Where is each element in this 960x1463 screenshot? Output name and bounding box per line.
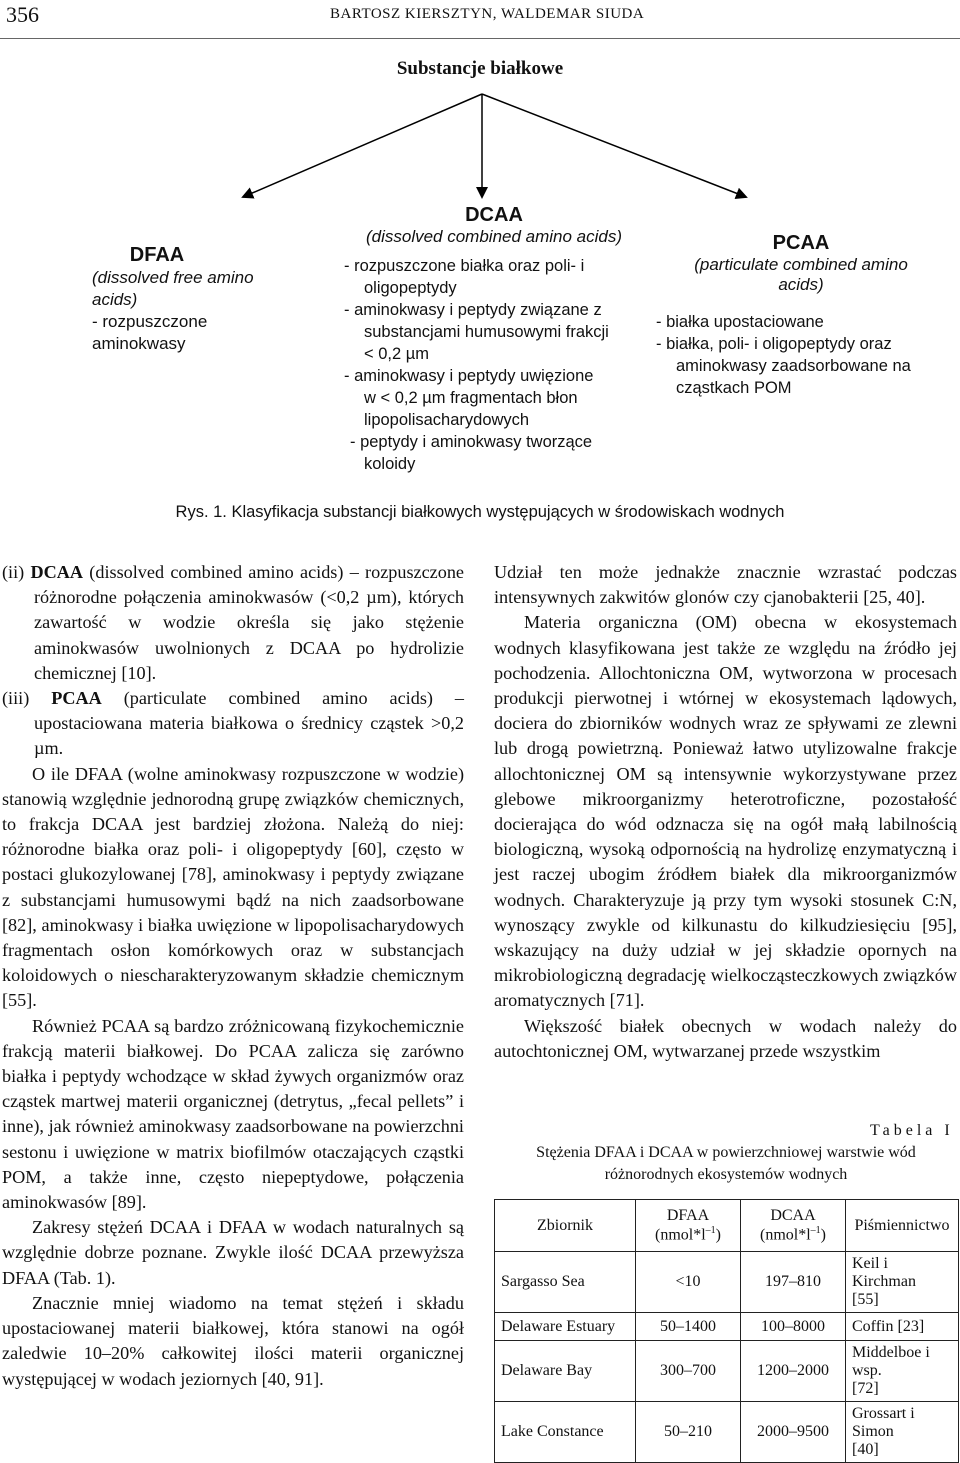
header-dcaa-unit-exp: –1 <box>810 1224 821 1236</box>
table-row <box>495 1313 959 1341</box>
table-row <box>495 1341 959 1402</box>
paragraph-organic-matter: Materia organiczna (OM) obecna w ekosystemach wodnych klasyfikowana jest także ze względu na źródło jej pochodzenia. Allochtoniczna OM, wytworzona w procesach produkcji pierwotnej i wtórnej w ekosystemach lądowych, dociera do zbiorników wodnych wraz ze spływami ze zlewni lub drogą powietrzną. Ponieważ łatwo utylizowalne frakcje allochtonicznej OM są intensywnie wykorzystywane przez glebowe mikroorganizmy heterotroficzne, pozostałość docierająca do wód odznacza się na ogół małą labilnością biologiczną, wysoką odpornością na hydrolizę enzymatyczną i jest raczej ubogim źródłem białek dla mikroorganizmów wodnych. Charakteryzuje ją przy tym wysoki stosunek C:N, wynoszący zwykle od kilkunastu do kilkudziesięciu [95], wskazujący na duży udział w jej składzie opornych na mikrobiologiczną degradację wielkocząsteczkowych związków aromatycznych [71]. <box>494 612 957 1011</box>
item-iii-label: (iii) <box>2 688 30 709</box>
dcaa-item-9: - peptydy i aminokwasy tworzące <box>350 433 593 451</box>
paragraph-ranges: Zakresy stężeń DCAA i DFAA w wodach naturalnych są względnie dobrze poznane. Zwykle ilość DCAA przewyższa DFAA (Tab. 1). <box>2 1217 464 1288</box>
item-ii-label: (ii) <box>2 562 25 582</box>
pcaa-item-4: cząstkach POM <box>676 379 792 397</box>
dfaa-subtitle-line-2: acids) <box>92 290 138 309</box>
cell-dcaa: 1200–2000 <box>741 1341 846 1402</box>
header-reservoir: Zbiornik <box>495 1200 636 1252</box>
figure-arrows <box>0 80 960 220</box>
arrow-to-dfaa <box>243 94 482 197</box>
dcaa-item-1: - rozpuszczone białka oraz poli- i <box>344 257 585 275</box>
page-number: 356 <box>6 2 39 27</box>
concentration-table <box>494 1199 959 1463</box>
cell-literature-line-1: Keil i Kirchman <box>852 1255 916 1290</box>
cell-literature-line-1: Middelboe i wsp. <box>852 1344 930 1379</box>
pcaa-subtitle-line-1: (particulate combined amino <box>694 255 908 274</box>
cell-reservoir: Delaware Estuary <box>495 1313 636 1341</box>
cell-literature <box>846 1402 959 1463</box>
header-rule <box>0 38 960 39</box>
dcaa-item-2: oligopeptydy <box>364 279 457 297</box>
cell-reservoir: Sargasso Sea <box>495 1252 636 1313</box>
cell-literature-line-2: [55] <box>852 1291 879 1308</box>
cell-literature-line-2: [72] <box>852 1380 879 1397</box>
cell-reservoir: Delaware Bay <box>495 1341 636 1402</box>
dcaa-item-3: - aminokwasy i peptydy związane z <box>344 301 602 319</box>
pcaa-item-2: - białka, poli- i oligopeptydy oraz <box>656 335 892 353</box>
cell-dfaa: 50–210 <box>636 1402 741 1463</box>
dcaa-box <box>344 204 644 475</box>
header-dfaa-name: DFAA <box>666 1206 710 1224</box>
header-literature: Piśmiennictwo <box>846 1200 959 1252</box>
dcaa-item-6: - aminokwasy i peptydy uwięzione <box>344 367 594 385</box>
header-dfaa-unit-close: ) <box>715 1226 721 1244</box>
dcaa-item-5: < 0,2 µm <box>364 345 429 363</box>
cell-literature-line-1: Coffin [23] <box>852 1317 925 1335</box>
pcaa-box <box>656 232 946 399</box>
header-dfaa-unit-exp: –1 <box>705 1224 716 1236</box>
cell-literature <box>846 1341 959 1402</box>
header-dcaa-name: DCAA <box>770 1206 816 1224</box>
pcaa-title: PCAA <box>772 232 830 254</box>
header-dcaa-unit-close: ) <box>820 1226 826 1244</box>
cell-dfaa: <10 <box>636 1252 741 1313</box>
cell-literature-line-2: [40] <box>852 1441 879 1458</box>
dfaa-subtitle-line-1: (dissolved free amino <box>92 268 254 287</box>
table-title-line-1: Stężenia DFAA i DCAA w powierzchniowej warstwie wód <box>536 1144 916 1161</box>
header-dfaa <box>636 1200 741 1252</box>
dfaa-box <box>92 244 272 355</box>
figure-title: Substancje białkowe <box>396 58 564 79</box>
dcaa-item-8: lipopolisacharydowych <box>364 411 530 429</box>
arrow-to-pcaa <box>482 94 746 197</box>
dfaa-item-1: - rozpuszczone <box>92 312 208 331</box>
paragraph-particulate: Znacznie mniej wiadomo na temat stężeń i składu upostaciowanej materii białkowej, która stanowi na ogół zaledwie 10–20% całkowitej ilości materii organicznej występującej w wodach jeziornych [40, 91]. <box>2 1292 464 1389</box>
paragraph-pcaa: Również PCAA są bardzo zróżnicowaną fizykochemicznie frakcją materii białkowej. Do PCAA zalicza się zarówno białka i peptydy wchodzące w skład żywych organizmów oraz cząstek martwej materii organicznej (detrytus, „fecal pellets” i inne), jak również aminokwasy zaadsorbowane na powierzchni sestonu i uwięzione w matrix biofilmów otaczających cząstki POM, a także inne, często niepeptydowe, połączenia aminokwasów [89]. <box>2 1015 464 1213</box>
dfaa-item-2: aminokwasy <box>92 334 186 353</box>
cell-dcaa: 197–810 <box>741 1252 846 1313</box>
header-dfaa-unit <box>642 1225 734 1244</box>
cell-literature <box>846 1313 959 1341</box>
table-row <box>495 1252 959 1313</box>
pcaa-subtitle-line-2: acids) <box>778 275 824 294</box>
text-column-right <box>494 560 957 1064</box>
paragraph-dfaa-dcaa: O ile DFAA (wolne aminokwasy rozpuszczone w wodzie) stanowią względnie jednorodną grupę związków chemicznych, to frakcja DCAA jest bardziej złożona. Należą do niej: różnorodne białka oraz poli- i oligopeptydy [60], często w postaci glukozylowanej [78], aminokwasy i peptydy związane z substancjami humusowymi bądź na nich zaadsorbowane [82], aminokwasy i białka uwięzione w lipopolisacharydowych fragmentach osłon komórkowych oraz w substancjach koloidowych o niescharakteryzowanym składzie chemicznym [55]. <box>2 763 464 1011</box>
dcaa-item-4: substancjami humusowymi frakcji <box>364 323 609 341</box>
dcaa-item-10: koloidy <box>364 455 416 473</box>
table-title-line-2: różnorodnych ekosystemów wodnych <box>604 1166 848 1183</box>
cell-literature <box>846 1252 959 1313</box>
item-ii-text: (dissolved combined amino acids) – rozpuszczone różnorodne połączenia aminokwasów (<0,2 µm), których zawartość w wodzie określa się jako stężenie aminokwasów uwolnionych z DCAA po hydrolizie chemicznej [10]. <box>34 562 465 683</box>
cell-dcaa: 2000–9500 <box>741 1402 846 1463</box>
dcaa-subtitle: (dissolved combined amino acids) <box>365 227 623 246</box>
cell-literature-line-1: Grossart i Simon <box>852 1405 915 1440</box>
header-dcaa-unit-text: (nmol*l <box>760 1226 811 1244</box>
dcaa-item-7: w < 0,2 µm fragmentach błon <box>364 389 578 407</box>
list-item-ii <box>2 560 464 686</box>
item-ii-term: DCAA <box>30 562 84 582</box>
cell-reservoir: Lake Constance <box>495 1402 636 1463</box>
paragraph-blooms: Udział ten może jednakże znacznie wzrastać podczas intensywnych zakwitów glonów czy cjanobakterii [25, 40]. <box>494 562 957 608</box>
list-item-iii <box>2 686 464 762</box>
header-dfaa-unit-text: (nmol*l <box>655 1226 706 1244</box>
cell-dcaa: 100–8000 <box>741 1313 846 1341</box>
dcaa-title: DCAA <box>465 204 523 226</box>
figure-caption: Rys. 1. Klasyfikacja substancji białkowych występujących w środowiskach wodnych <box>175 503 785 521</box>
pcaa-item-1: - białka upostaciowane <box>656 313 824 331</box>
item-iii-text: (particulate combined amino acids) – upostaciowana materia białkowa o średnicy cząstek >0,2 µm. <box>34 688 464 759</box>
table-label: Tabela I <box>870 1122 954 1139</box>
cell-dfaa: 300–700 <box>636 1341 741 1402</box>
header-dcaa <box>741 1200 846 1252</box>
text-column-left <box>2 560 464 1392</box>
table-row <box>495 1402 959 1463</box>
header-dcaa-unit <box>747 1225 839 1244</box>
paragraph-autochthonous: Większość białek obecnych w wodach należy do autochtonicznej OM, wytwarzanej przede wszystkim <box>494 1015 957 1061</box>
cell-dfaa: 50–1400 <box>636 1313 741 1341</box>
dfaa-title: DFAA <box>129 244 185 266</box>
running-head: BARTOSZ KIERSZTYN, WALDEMAR SIUDA <box>330 6 645 22</box>
item-iii-term: PCAA <box>51 688 102 709</box>
pcaa-item-3: aminokwasy zaadsorbowane na <box>676 357 911 375</box>
table-title <box>494 1142 958 1186</box>
